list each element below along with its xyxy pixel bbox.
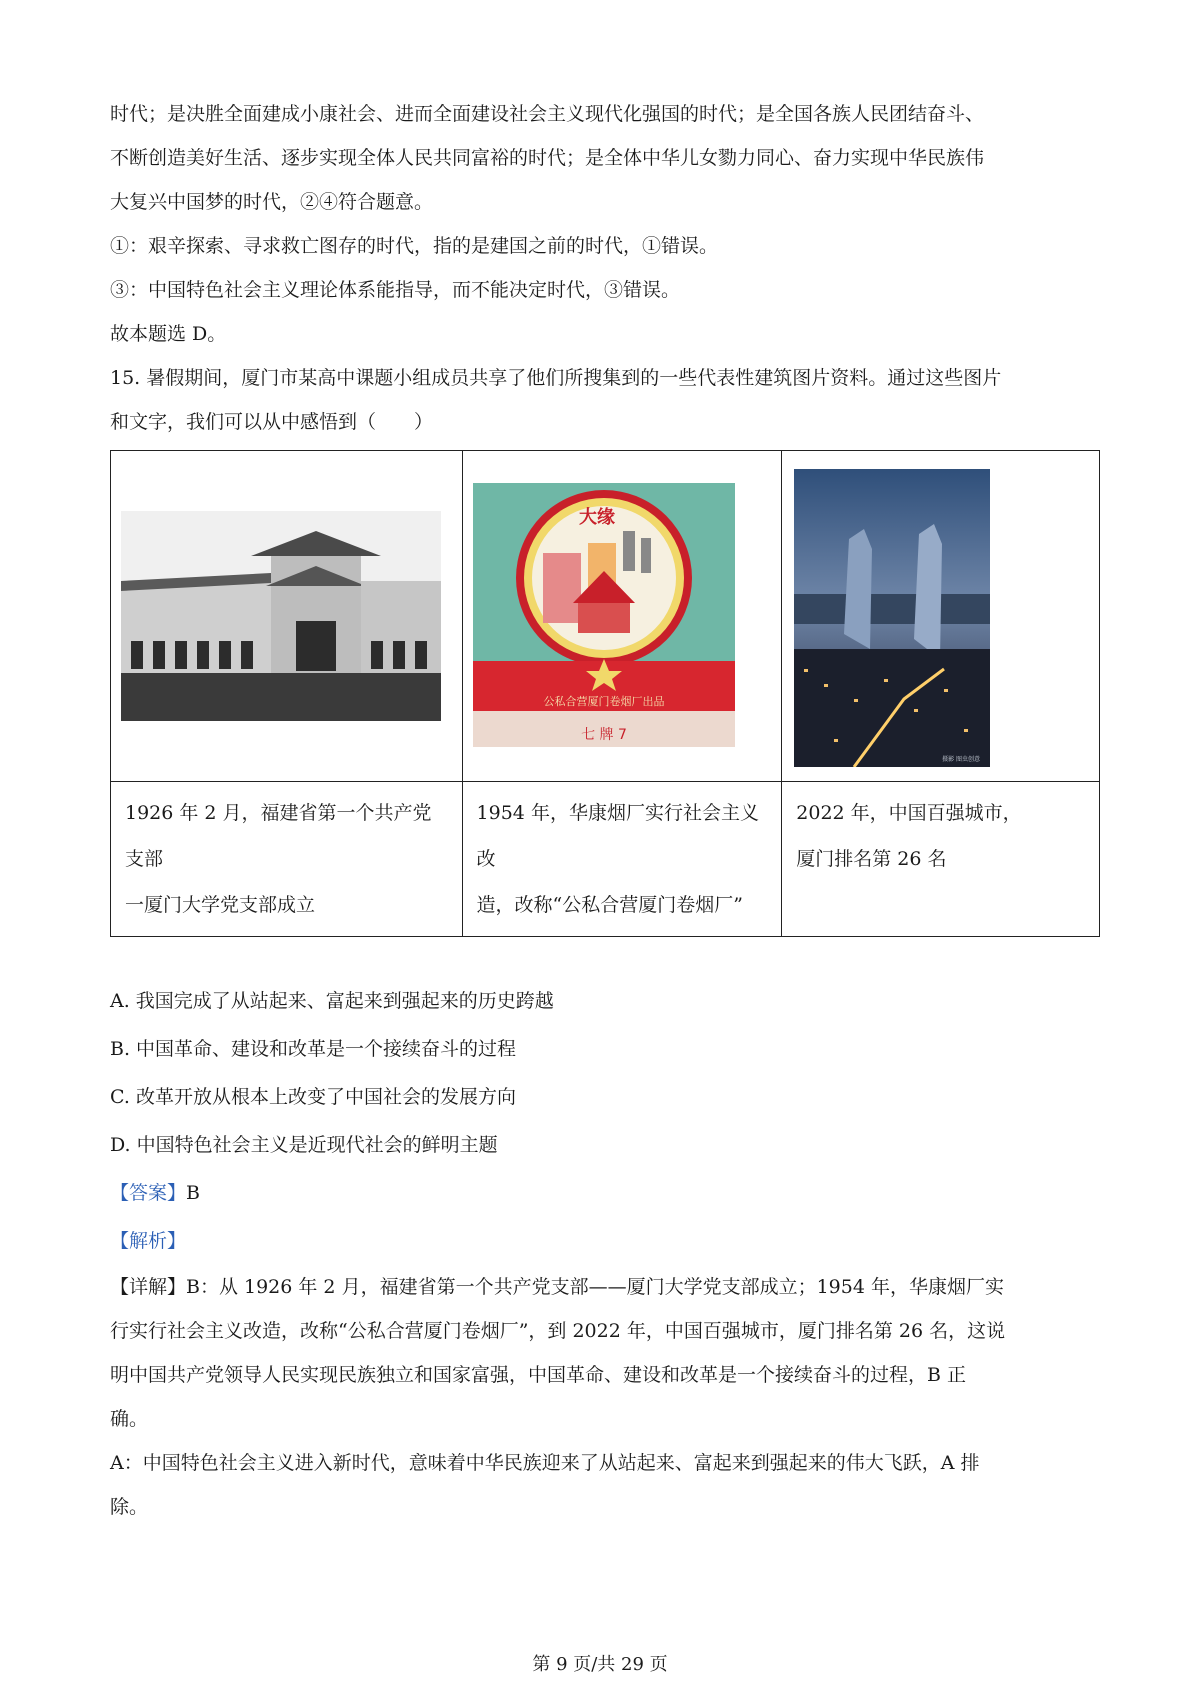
- analysis-heading: 【解析】: [110, 1230, 187, 1252]
- xmu-photo-cell: [111, 451, 463, 782]
- label-banner-text: 公私合营厦门卷烟厂出品: [543, 695, 665, 708]
- page-content: [110, 92, 1100, 1529]
- intro-line-5: ③：中国特色社会主义理论体系能指导，而不能决定时代，③错误。: [110, 279, 681, 301]
- caption-1954: 1954 年，华康烟厂实行社会主义改 造，改称“公私合营厦门卷烟厂”: [462, 782, 782, 937]
- detail-line-1: 【详解】B：从 1926 年 2 月，福建省第一个共产党支部——厦门大学党支部成立；1954 年，华康烟厂实: [110, 1276, 1004, 1298]
- tobacco-label-photo: [473, 483, 735, 747]
- detail-line-4: 确。: [110, 1408, 149, 1430]
- detail-line-3: 明中国共产党领导人民实现民族独立和国家富强，中国革命、建设和改革是一个接续奋斗的过程，B 正: [110, 1364, 967, 1386]
- detail-line-5: A：中国特色社会主义进入新时代，意味着中华民族迎来了从站起来、富起来到强起来的伟大飞跃，A 排: [110, 1452, 980, 1474]
- tobacco-label-cell: [462, 451, 782, 782]
- answer-tag: 【答案】: [110, 1182, 187, 1204]
- question-line-2: 和文字，我们可以从中感悟到（ ）: [110, 411, 434, 433]
- intro-line-3: 大复兴中国梦的时代，②④符合题意。: [110, 191, 434, 213]
- answer-line: [110, 1169, 1100, 1217]
- caption-2022: 2022 年，中国百强城市， 厦门排名第 26 名: [782, 782, 1100, 937]
- option-c: C. 改革开放从根本上改变了中国社会的发展方向: [110, 1086, 516, 1108]
- answer-value: B: [186, 1182, 200, 1204]
- intro-line-1: 时代；是决胜全面建成小康社会、进而全面建设社会主义现代化强国的时代；是全国各族人民团结奋斗、: [110, 103, 985, 125]
- detail-line-2: 行实行社会主义改造，改称“公私合营厦门卷烟厂”，到 2022 年，中国百强城市，厦门排名第 26 名，这说: [110, 1320, 1006, 1342]
- option-a: A. 我国完成了从站起来、富起来到强起来的历史跨越: [110, 990, 554, 1012]
- xiamen-city-cell: [782, 451, 1100, 782]
- intro-line-2: 不断创造美好生活、逐步实现全体人民共同富裕的时代；是全体中华儿女勠力同心、奋力实现中华民族伟: [110, 147, 985, 169]
- caption-1926: 1926 年 2 月，福建省第一个共产党支部 一厦门大学党支部成立: [111, 782, 463, 937]
- option-b: B. 中国革命、建设和改革是一个接续奋斗的过程: [110, 1038, 517, 1060]
- material-table: [110, 450, 1100, 937]
- label-bottom-text: 七 牌 7: [580, 727, 627, 743]
- page-footer: 第 9 页/共 29 页: [532, 1654, 668, 1675]
- detail-line-6: 除。: [110, 1496, 149, 1518]
- xiamen-night-photo: [794, 469, 990, 767]
- photo-watermark: 摄影 图虫创意: [942, 756, 981, 763]
- option-d: D. 中国特色社会主义是近现代社会的鲜明主题: [110, 1134, 498, 1156]
- label-brand-text: 大缘: [578, 507, 615, 528]
- intro-line-6: 故本题选 D。: [110, 323, 227, 345]
- xmu-building-photo: [121, 511, 441, 721]
- question-line-1: 15. 暑假期间，厦门市某高中课题小组成员共享了他们所搜集到的一些代表性建筑图片资料。通过这些图片: [110, 367, 1002, 389]
- intro-line-4: ①：艰辛探索、寻求救亡图存的时代，指的是建国之前的时代，①错误。: [110, 235, 719, 257]
